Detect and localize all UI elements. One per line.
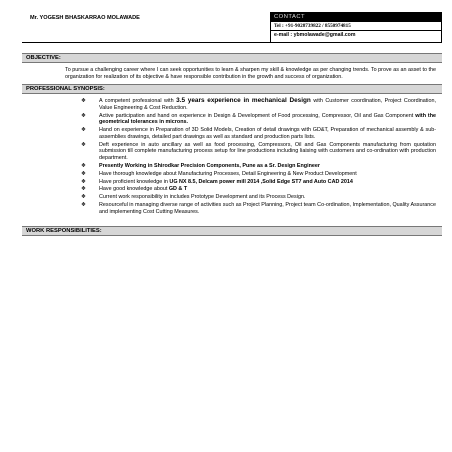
synopsis-item-text: Have good knowledge about [99, 186, 169, 193]
synopsis-item-text: Resourceful in managing diverse range of activities such as Project Planning, Project team Co-ordination, Implementation, Quality Assurance and implementing Cost Cutting Measures. [99, 202, 436, 215]
synopsis-item-emphasis: GD & T [168, 186, 188, 193]
diamond-bullet-icon: ❖ [81, 127, 86, 134]
synopsis-item-emphasis: Presently Working in Shirodkar Precision Components, Pune as a Sr. Design Engineer [99, 162, 320, 169]
diamond-bullet-icon: ❖ [81, 170, 86, 177]
resume-page [22, 12, 442, 236]
synopsis-item-text: Hand on experience in Preparation of 3D Solid Models, Creation of detail drawings with GD&T, Preparation of mechanical assembly & sub-assemblies drawings, detailed part drawings as well as standard and production parts lists. [99, 127, 436, 140]
diamond-bullet-icon: ❖ [81, 98, 86, 105]
work-responsibilities-heading: WORK RESPONSIBILITIES: [22, 226, 442, 236]
synopsis-item-emphasis: 3.5 years experience in mechanical Design [176, 97, 311, 105]
objective-text: To pursue a challenging career where I can seek opportunities to learn & sharpen my skill & knowledge as per changing trends. To prove as an asset to the organization for realization of its objective & have responsible contribution in the growth and success of organization. [65, 67, 436, 80]
synopsis-list [81, 97, 436, 215]
synopsis-item [81, 97, 436, 111]
synopsis-item [81, 112, 436, 126]
synopsis-item [81, 170, 436, 178]
diamond-bullet-icon: ❖ [81, 186, 86, 193]
synopsis-item [81, 194, 436, 201]
diamond-bullet-icon: ❖ [81, 202, 86, 209]
diamond-bullet-icon: ❖ [81, 141, 86, 148]
synopsis-item-emphasis: with the geometrical tolerances in microns. [99, 112, 436, 126]
synopsis-item-text: Have thorough knowledge about Manufacturing Processes, Detail Engineering & New Product Development [99, 170, 357, 177]
synopsis-item-text: Active participation and hand on experience in Design & Development of Food processing, Compressor, Oil and Gas Component [99, 112, 416, 119]
candidate-name: Mr. YOGESH BHASKARRAO MOLAWADE [22, 12, 270, 43]
diamond-bullet-icon: ❖ [81, 178, 86, 185]
synopsis-item [81, 202, 436, 215]
diamond-bullet-icon: ❖ [81, 112, 86, 119]
resume-header [22, 12, 442, 43]
synopsis-item-text: A competent professional with [99, 98, 177, 105]
synopsis-item-text: Current work responsibility in includes Prototype Development and its Process Design. [99, 194, 306, 201]
diamond-bullet-icon: ❖ [81, 194, 86, 201]
objective-heading: OBJECTIVE: [22, 53, 442, 63]
synopsis-item [81, 127, 436, 140]
synopsis-heading: PROFESSIONAL SYNOPSIS: [22, 84, 442, 94]
contact-box [270, 12, 442, 43]
contact-heading: CONTACT [271, 13, 441, 22]
synopsis-item [81, 162, 436, 170]
synopsis-item-emphasis: UG NX 8.5, Delcam power mill 2014 ,Solid Edge ST7 and Auto CAD 2014 [169, 178, 353, 185]
email-address: e-mail : ybmolawade@gmail.com [271, 30, 441, 39]
synopsis-item-text: Deft experience in auto ancillary as well as food processing, Compressors, Oil and Gas Components manufacturing from quotation submission till complete manufacturing process setup for line productions including liaising with customers and co-ordination with production department. [99, 141, 436, 161]
synopsis-item [81, 186, 436, 193]
synopsis-item [81, 141, 436, 162]
diamond-bullet-icon: ❖ [81, 162, 86, 169]
synopsis-item-text: with Customer coordination, Project Coordination, Value Engineering & Cost Reduction. [99, 98, 436, 111]
synopsis-item-text: Have proficient knowledge in [99, 178, 170, 185]
phone-number: Tel : +91-9028739822 / 8550974815 [274, 23, 351, 29]
synopsis-item [81, 178, 436, 186]
